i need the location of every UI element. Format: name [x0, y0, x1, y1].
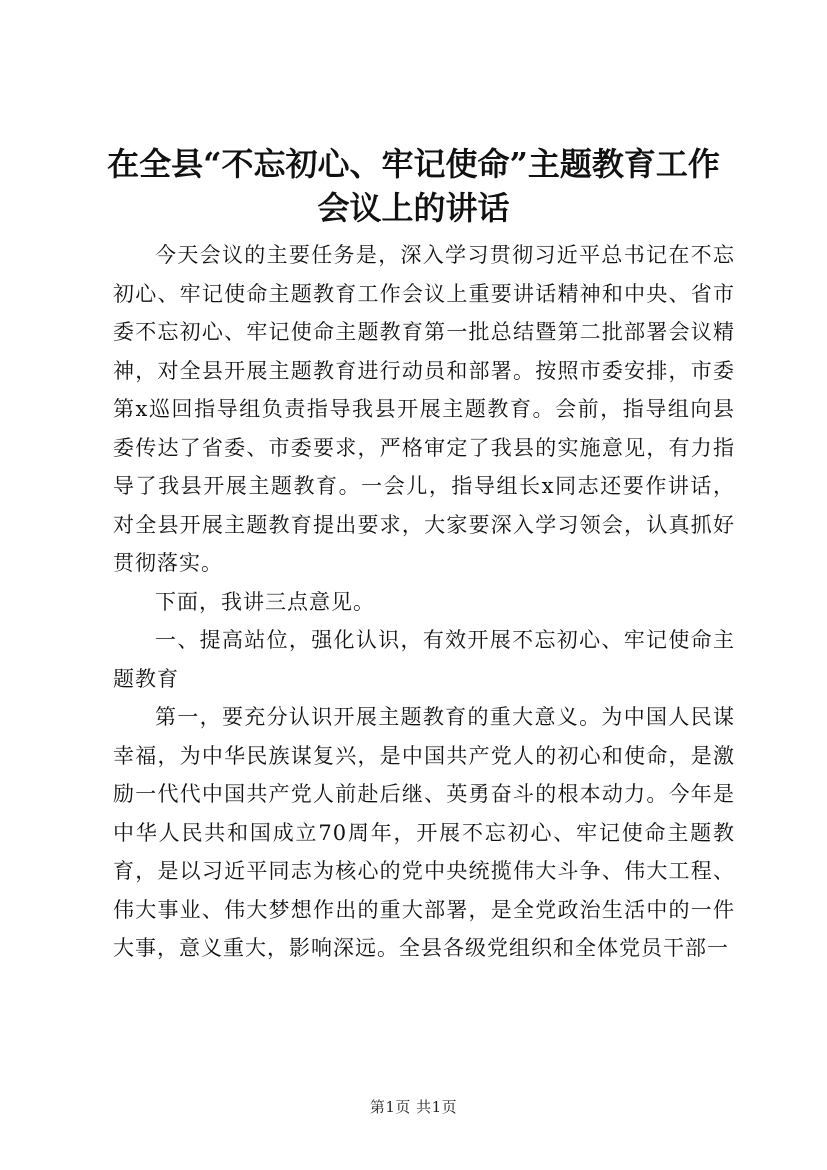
- document-body: [113, 236, 735, 968]
- title-line-2: 会议上的讲话: [317, 189, 510, 227]
- title-line-1: 在全县“不忘初心、牢记使命”主题教育工作: [107, 145, 720, 183]
- document-title: [80, 142, 747, 230]
- paragraph-transition: 下面，我讲三点意见。: [155, 589, 375, 614]
- page-footer: 第1页 共1页: [369, 1098, 458, 1116]
- paragraph-intro: 今天会议的主要任务是，深入学习贯彻习近平总书记在不忘初心、牢记使命主题教育工作会议上重要讲话精神和中央、省市委不忘初心、牢记使命主题教育第一批总结暨第二批部署会议精神，对全县开展主题教育进行动员和部署。按照市委安排，市委第x巡回指导组负责指导我县开展主题教育。会前，指导组向县委传达了省委、市委要求，严格审定了我县的实施意见，有力指导了我县开展主题教育。一会儿，指导组长x同志还要作讲话，对全县开展主题教育提出要求，大家要深入学习领会，认真抓好贯彻落实。: [113, 243, 735, 575]
- section-heading-1: 一、提高站位，强化认识，有效开展不忘初心、牢记使命主题教育: [113, 628, 735, 691]
- paragraph-first-point: 第一，要充分认识开展主题教育的重大意义。为中国人民谋幸福，为中华民族谋复兴，是中国共产党人的初心和使命，是激励一代代中国共产党人前赴后继、英勇奋斗的根本动力。今年是中华人民共和国成立70周年，开展不忘初心、牢记使命主题教育，是以习近平同志为核心的党中央统揽伟大斗争、伟大工程、伟大事业、伟大梦想作出的重大部署，是全党政治生活中的一件大事，意义重大，影响深远。全县各级党组织和全体党员干部一: [113, 705, 735, 960]
